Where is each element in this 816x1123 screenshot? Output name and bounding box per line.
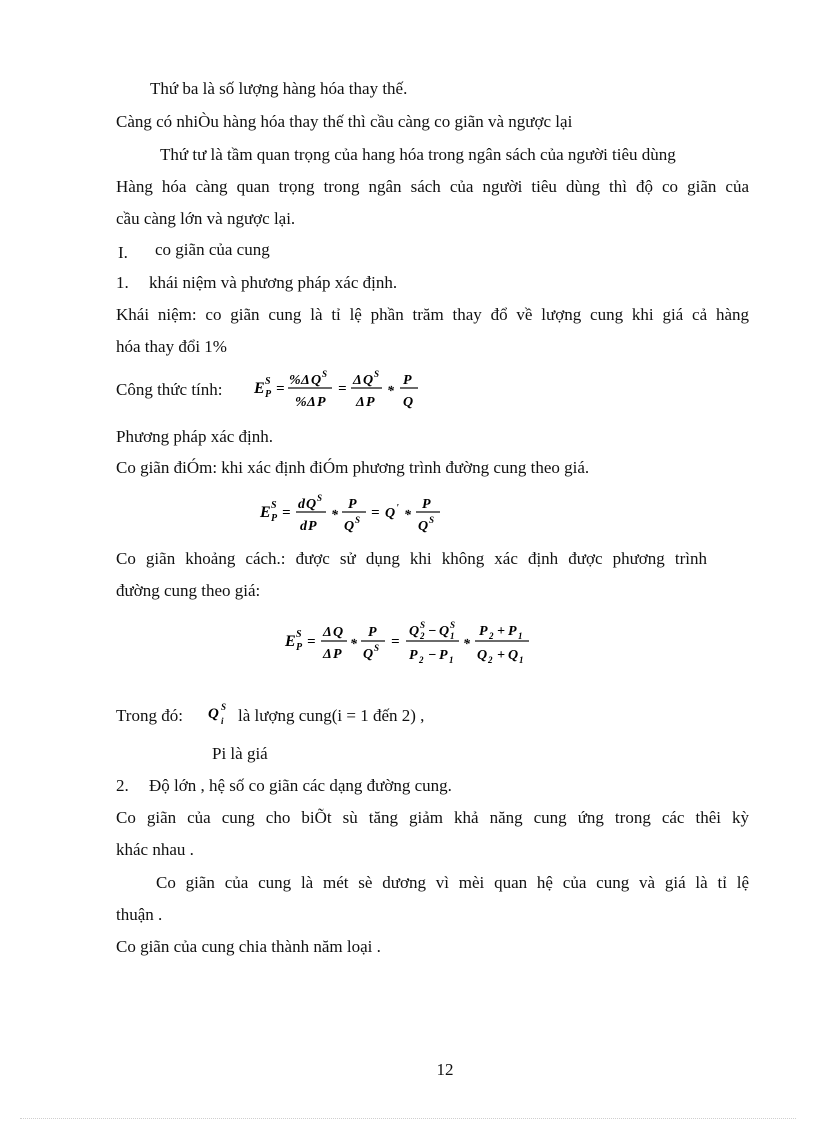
point-elasticity-formula: [258, 490, 448, 536]
text-line: khác nhau .: [116, 840, 194, 859]
svg-text:=: =: [371, 505, 380, 521]
subsection-heading: Độ lớn , hệ số co giãn các dạng đường cung.: [149, 776, 452, 795]
svg-text:Q: Q: [344, 519, 355, 534]
svg-text:S: S: [271, 500, 277, 511]
svg-text:%: %: [295, 395, 307, 410]
svg-text:−: −: [428, 624, 437, 639]
svg-text:Δ: Δ: [353, 373, 362, 388]
svg-text:S: S: [374, 369, 380, 379]
svg-text:i: i: [221, 716, 224, 726]
svg-text:P: P: [308, 519, 317, 534]
svg-text:': ': [396, 503, 399, 514]
svg-text:P: P: [409, 648, 418, 663]
svg-text:P: P: [348, 497, 357, 512]
text-line: Co giãn của cung là mét sè dương vì mèi quan hệ của cung và giá là tỉ lệ: [156, 873, 749, 892]
svg-text:P: P: [271, 513, 278, 524]
svg-text:2: 2: [420, 631, 425, 641]
text-line: Pi là giá: [212, 744, 268, 763]
footer-divider: [20, 1118, 796, 1119]
svg-text:+: +: [497, 648, 505, 663]
subsection-number: 2.: [116, 776, 129, 795]
svg-text:2: 2: [488, 655, 493, 665]
svg-text:S: S: [355, 515, 361, 525]
svg-text:*: *: [331, 508, 338, 523]
svg-text:Q: Q: [409, 624, 420, 639]
svg-text:=: =: [338, 381, 347, 397]
svg-text:E: E: [254, 380, 265, 397]
svg-text:P: P: [439, 648, 448, 663]
svg-text:=: =: [276, 381, 285, 397]
text-line: là lượng cung(i = 1 đến 2) ,: [238, 706, 425, 725]
svg-text:1: 1: [450, 631, 455, 641]
svg-text:Q: Q: [363, 647, 374, 662]
svg-text:=: =: [282, 505, 291, 521]
section-number: I.: [118, 243, 128, 262]
svg-text:E: E: [285, 633, 296, 650]
svg-text:P: P: [368, 625, 377, 640]
svg-text:*: *: [404, 508, 411, 523]
svg-text:S: S: [429, 515, 435, 525]
subsection-heading: khái niệm và phương pháp xác định.: [149, 273, 398, 292]
svg-text:Q: Q: [439, 624, 450, 639]
text-line: Thứ ba là số lượng hàng hóa thay thế.: [150, 79, 408, 98]
subsection-number: 1.: [116, 273, 129, 292]
svg-text:P: P: [422, 497, 431, 512]
text-line: Co giãn của cung cho biÕt sù tăng giảm khả năng cung ứng trong các thêi kỳ: [116, 808, 749, 827]
svg-text:Q: Q: [385, 506, 396, 521]
svg-text:P: P: [265, 389, 272, 400]
text-line: Co giãn khoảng cách.: được sử dụng khi không xác định được phương trình: [116, 549, 707, 568]
svg-text:Δ: Δ: [307, 395, 316, 410]
svg-text:Q: Q: [403, 395, 414, 410]
svg-text:−: −: [428, 648, 437, 663]
svg-text:d: d: [298, 497, 305, 512]
text-line: Càng có nhiÒu hàng hóa thay thế thì cầu càng co giãn và ngược lại: [116, 112, 573, 131]
text-line: đường cung theo giá:: [116, 581, 261, 600]
svg-text:Δ: Δ: [301, 373, 310, 388]
svg-text:Q: Q: [208, 706, 219, 722]
svg-text:Δ: Δ: [356, 395, 365, 410]
svg-text:2: 2: [419, 655, 424, 665]
text-line: thuận .: [116, 905, 163, 924]
text-line: Phương pháp xác định.: [116, 427, 274, 446]
svg-text:S: S: [420, 620, 426, 630]
svg-text:Q: Q: [306, 497, 317, 512]
svg-text:P: P: [296, 642, 303, 653]
arc-elasticity-formula: [283, 616, 543, 668]
formula-label: Công thức tính:: [116, 380, 223, 399]
svg-text:P: P: [508, 624, 517, 639]
text-line: Hàng hóa càng quan trọng trong ngân sách của người tiêu dùng thì độ co giãn của: [116, 177, 749, 196]
svg-text:1: 1: [449, 655, 454, 665]
svg-text:S: S: [265, 376, 271, 387]
page-number: 12: [436, 1060, 454, 1079]
svg-text:Q: Q: [333, 625, 344, 640]
text-line: cầu càng lớn và ngược lại.: [116, 209, 296, 228]
text-line: Co giãn điÓm: khi xác định điÓm phương trình đường cung theo giá.: [116, 458, 590, 477]
section-heading: co giãn của cung: [155, 240, 270, 259]
svg-text:+: +: [497, 624, 505, 639]
svg-text:Q: Q: [311, 373, 322, 388]
text-line: Thứ tư là tầm quan trọng của hang hóa trong ngân sách của người tiêu dùng: [160, 145, 676, 164]
svg-text:S: S: [317, 493, 323, 503]
svg-text:Δ: Δ: [323, 625, 332, 640]
svg-text:P: P: [333, 647, 342, 662]
svg-text:=: =: [307, 634, 316, 650]
svg-text:d: d: [300, 519, 307, 534]
supply-elasticity-formula: [252, 366, 432, 412]
svg-text:P: P: [479, 624, 488, 639]
svg-text:Q: Q: [418, 519, 429, 534]
svg-text:P: P: [317, 395, 326, 410]
text-line: Co giãn của cung chia thành năm loại .: [116, 937, 381, 956]
svg-text:*: *: [463, 637, 470, 652]
svg-text:Δ: Δ: [323, 647, 332, 662]
svg-text:1: 1: [519, 655, 524, 665]
svg-text:2: 2: [489, 631, 494, 641]
svg-text:P: P: [403, 373, 412, 388]
svg-text:S: S: [450, 620, 456, 630]
svg-text:%: %: [289, 373, 301, 388]
quantity-symbol: [207, 700, 237, 730]
text-line: hóa thay đổi 1%: [116, 337, 227, 356]
text-line: Trong đó:: [116, 706, 183, 725]
svg-text:S: S: [322, 369, 328, 379]
svg-text:S: S: [374, 643, 380, 653]
svg-text:E: E: [260, 504, 271, 521]
svg-text:1: 1: [518, 631, 523, 641]
svg-text:Q: Q: [508, 648, 519, 663]
text-line: Khái niệm: co giãn cung là tỉ lệ phần trăm thay đổ về lượng cung khi giá cả hàng: [116, 305, 749, 324]
svg-text:S: S: [221, 702, 227, 712]
svg-text:P: P: [366, 395, 375, 410]
svg-text:Q: Q: [363, 373, 374, 388]
svg-text:*: *: [350, 637, 357, 652]
svg-text:Q: Q: [477, 648, 488, 663]
svg-text:S: S: [296, 629, 302, 640]
svg-text:*: *: [387, 384, 394, 399]
svg-text:=: =: [391, 634, 400, 650]
